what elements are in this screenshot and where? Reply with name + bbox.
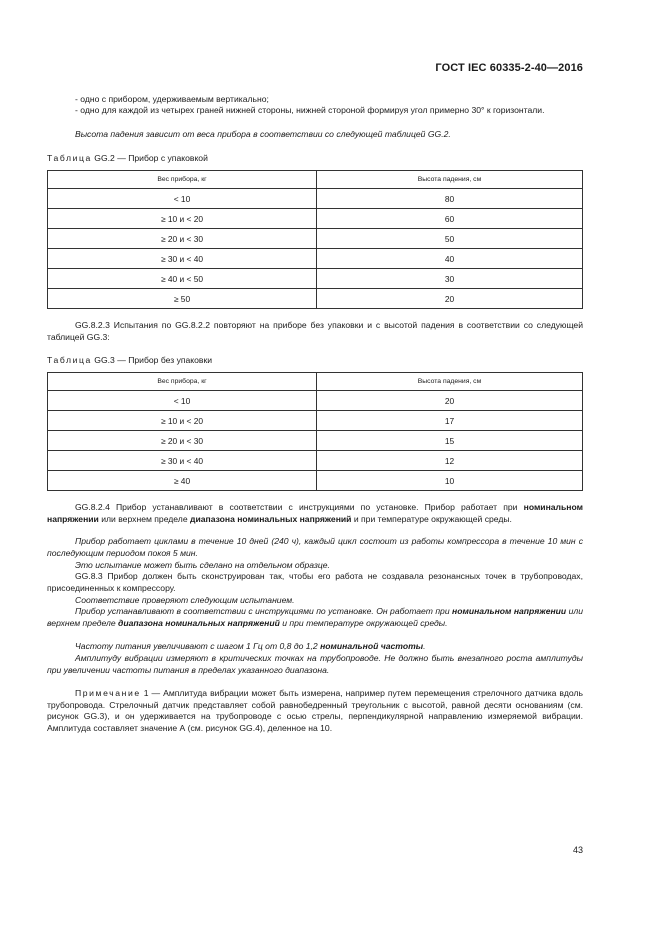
note-1 xyxy=(47,688,583,735)
term-rated-voltage-range: диапазона номинальных напряжений xyxy=(118,617,280,628)
table-header-row xyxy=(48,171,583,189)
table-header-row xyxy=(48,373,583,391)
height-cell: 50 xyxy=(317,229,583,249)
column-header-weight: Вес прибора, кг xyxy=(48,171,317,189)
table-row xyxy=(48,471,583,491)
text-run: или верхнем пределе xyxy=(98,513,190,524)
table-gg3 xyxy=(47,372,583,491)
height-cell: 10 xyxy=(317,471,583,491)
text-run: и при температуре окружающей среды. xyxy=(351,513,512,524)
term-rated-frequency: номинальной частоты xyxy=(320,641,424,651)
clause-gg823: GG.8.2.3 Испытания по GG.8.2.2 повторяют на приборе без упаковки и с высотой падения в соответствии со следующей таблицей GG.3: xyxy=(47,320,583,342)
weight-cell: < 10 xyxy=(48,189,317,209)
document-code: ГОСТ IEC 60335-2-40—2016 xyxy=(435,62,583,74)
page-number: 43 xyxy=(572,845,583,855)
table-row xyxy=(48,391,583,411)
height-cell: 80 xyxy=(317,189,583,209)
table-row xyxy=(48,269,583,289)
clause-gg83: GG.8.3 Прибор должен быть сконструирован так, чтобы его работа не создавала резонансных точек в трубопроводах, присоединенных к компрессору. xyxy=(47,571,583,593)
column-header-height: Высота падения, см xyxy=(317,171,583,189)
weight-cell: ≥ 10 и < 20 xyxy=(48,209,317,229)
text-run: Частоту питания увеличивают с шагом 1 Гц от 0,8 до 1,2 xyxy=(75,641,321,651)
intro-line-vertical: - одно с прибором, удерживаемым вертикально; xyxy=(75,94,269,104)
caption-title: GG.2 — Прибор с упаковкой xyxy=(94,153,208,163)
height-cell: 12 xyxy=(317,451,583,471)
height-cell: 15 xyxy=(317,431,583,451)
compliance-paragraph: Соответствие проверяют следующим испытанием. xyxy=(75,595,295,605)
intro-line-height-dependency: Высота падения зависит от веса прибора в соответствии со следующей таблицей GG.2. xyxy=(75,129,451,139)
term-rated-voltage: номинальном напряжении xyxy=(452,606,567,616)
table-row xyxy=(48,229,583,249)
clause-gg824 xyxy=(47,502,583,525)
table-gg3-caption xyxy=(47,355,212,365)
table-row xyxy=(48,289,583,309)
height-cell: 30 xyxy=(317,269,583,289)
caption-title: GG.3 — Прибор без упаковки xyxy=(94,355,213,365)
weight-cell: ≥ 40 xyxy=(48,471,317,491)
table-row xyxy=(48,451,583,471)
text-run: или верхнем пределе xyxy=(47,606,584,628)
table-row xyxy=(48,249,583,269)
term-rated-voltage-range: диапазона номинальных напряжений xyxy=(189,513,352,524)
cycle-paragraph: Прибор работает циклами в течение 10 дней (240 ч), каждый цикл состоит из работы компрессора в течение 10 мин с последующим периодом покоя 5 мин. xyxy=(47,536,583,558)
column-header-height: Высота падения, см xyxy=(317,373,583,391)
weight-cell: ≥ 10 и < 20 xyxy=(48,411,317,431)
column-header-weight: Вес прибора, кг xyxy=(48,373,317,391)
height-cell: 40 xyxy=(317,249,583,269)
caption-word: Таблица xyxy=(47,153,92,163)
text-run: Прибор устанавливают в соответствии с инструкциями по установке. Он работает при xyxy=(75,606,453,616)
weight-cell: ≥ 30 и < 40 xyxy=(48,451,317,471)
table-gg2 xyxy=(47,170,583,309)
intro-line-faces: - одно для каждой из четырех граней нижней стороны, нижней стороной формируя угол примерно 30° к горизонтали. xyxy=(75,105,545,115)
weight-cell: ≥ 40 и < 50 xyxy=(48,269,317,289)
text-run: . xyxy=(423,641,426,651)
table-row xyxy=(48,189,583,209)
height-cell: 60 xyxy=(317,209,583,229)
note-label: Примечание xyxy=(75,688,141,698)
weight-cell: ≥ 20 и < 30 xyxy=(48,229,317,249)
caption-word: Таблица xyxy=(47,355,92,365)
frequency-paragraph xyxy=(47,641,583,653)
note-text: 1 — Амплитуда вибрации может быть измерена, например путем перемещения стрелочного датчика вдоль трубопровода. Стрелочный датчик представляет собой равнобедренный треугольник с высотой, равной десяти основаниям (см. рисунок GG.3), и он удерживается на трубопроводе с осью стрелы, перпендикулярной направлению измеряемой вибрации. Амплитуда составляет значение А (см. рисунок GG.4), деленное на 10. xyxy=(47,688,583,734)
term-rated-voltage: номинальном напряжении xyxy=(47,502,583,524)
height-cell: 20 xyxy=(317,391,583,411)
height-cell: 20 xyxy=(317,289,583,309)
weight-cell: ≥ 20 и < 30 xyxy=(48,431,317,451)
installation-paragraph xyxy=(47,606,583,629)
text-run: и при температуре окружающей среды. xyxy=(279,617,448,628)
height-cell: 17 xyxy=(317,411,583,431)
weight-cell: ≥ 30 и < 40 xyxy=(48,249,317,269)
amplitude-paragraph: Амплитуду вибрации измеряют в критических точках на трубопроводе. Не должно быть внезапного роста амплитуды при увеличении частоты питания в пределах указанного диапазона. xyxy=(47,653,583,675)
weight-cell: ≥ 50 xyxy=(48,289,317,309)
table-row xyxy=(48,411,583,431)
table-row xyxy=(48,209,583,229)
weight-cell: < 10 xyxy=(48,391,317,411)
separate-sample-paragraph: Это испытание может быть сделано на отдельном образце. xyxy=(75,560,330,570)
text-run: GG.8.2.4 Прибор устанавливают в соответствии с инструкциями по установке. Прибор работает при xyxy=(75,502,524,512)
table-row xyxy=(48,431,583,451)
table-gg2-caption xyxy=(47,153,208,163)
